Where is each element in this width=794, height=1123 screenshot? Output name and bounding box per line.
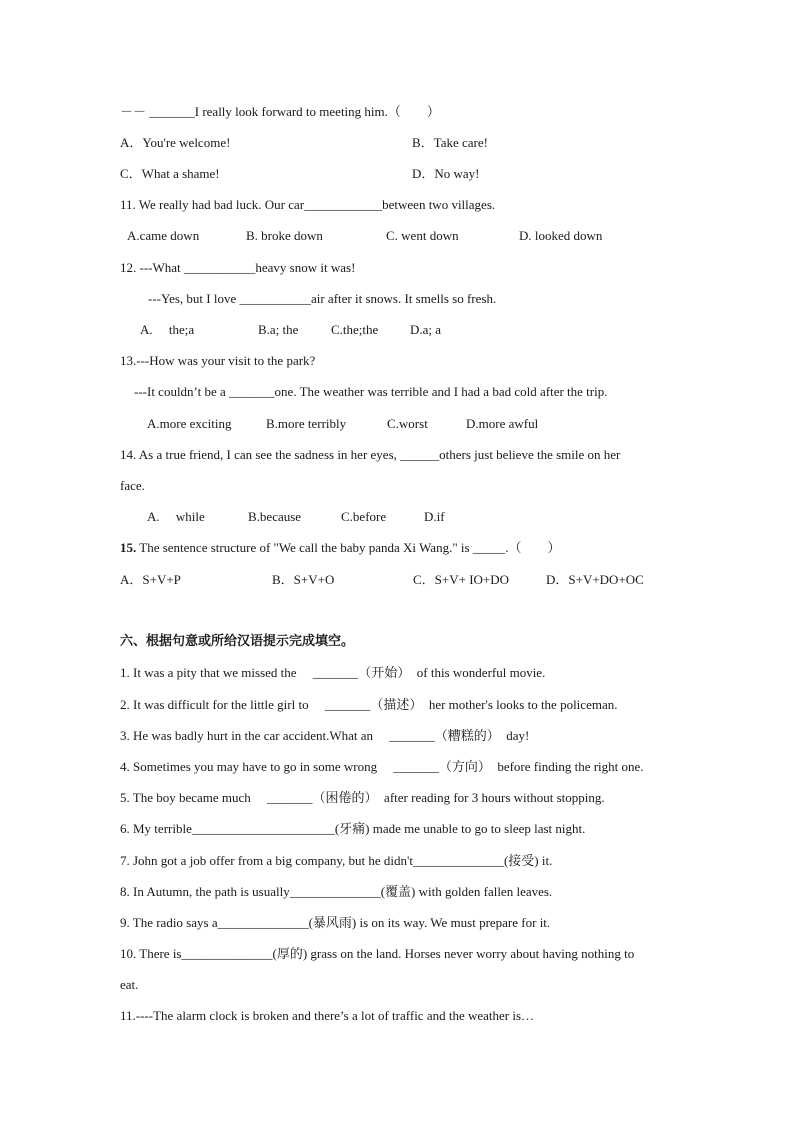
fill-blank-item-8: 8. In Autumn, the path is usually______________(覆盖) with golden fallen leaves. [120, 884, 553, 899]
q11-stem: 11. We really had bad luck. Our car____________between two villages. [120, 197, 496, 212]
fill-blank-item-1: 1. It was a pity that we missed the _______（开始） of this wonderful movie. [120, 665, 546, 680]
fill-blank-item-7: 7. John got a job offer from a big company, but he didn't______________(接受) it. [120, 853, 553, 868]
fill-blank-item-10-continued: eat. [120, 977, 139, 992]
q11-option-a: A.came down [127, 228, 200, 243]
q13-option-c: C.worst [387, 416, 428, 431]
q10-option-c: C．What a shame! [120, 166, 220, 181]
fill-blank-item-2: 2. It was difficult for the little girl to _______（描述） her mother's looks to the policeman. [120, 697, 618, 712]
q13-option-b: B.more terribly [266, 416, 347, 431]
q15-question [120, 540, 561, 556]
q15-option-a: A．S+V+P [120, 572, 181, 587]
q12-option-c: C.the;the [331, 322, 379, 337]
q11-option-d: D. looked down [519, 228, 603, 243]
q14-stem-continued: face. [120, 478, 145, 493]
q15-option-c: C．S+V+ IO+DO [413, 572, 510, 587]
q15-stem: The sentence structure of "We call the baby panda Xi Wang." is _____.（ ） [136, 540, 561, 555]
fill-blank-item-10: 10. There is______________(厚的) grass on the land. Horses never worry about having nothing to [120, 946, 635, 961]
q14-option-d: D.if [424, 509, 445, 524]
q11-option-b: B. broke down [246, 228, 323, 243]
q12-stem: 12. ---What ___________heavy snow it was! [120, 260, 356, 275]
q14-option-b: B.because [248, 509, 302, 524]
q13-stem: 13.---How was your visit to the park? [120, 353, 316, 368]
q13-option-a: A.more exciting [147, 416, 232, 431]
q12-option-d: D.a; a [410, 322, 442, 337]
q11-option-c: C. went down [386, 228, 459, 243]
q12-option-b: B.a; the [258, 322, 299, 337]
fill-blank-item-9: 9. The radio says a______________(暴风雨) is on its way. We must prepare for it. [120, 915, 551, 930]
q10-option-b: B．Take care! [412, 135, 488, 150]
q13-option-d: D.more awful [466, 416, 539, 431]
q10-option-d: D．No way! [412, 166, 480, 181]
q13-reply: ---It couldn’t be a _______one. The weather was terrible and I had a bad cold after the trip. [134, 384, 608, 399]
q12-reply: ---Yes, but I love ___________air after it snows. It smells so fresh. [148, 291, 497, 306]
section-6-heading: 六、根据句意或所给汉语提示完成填空。 [120, 634, 355, 649]
q14-option-a: A. while [147, 509, 205, 524]
q14-option-c: C.before [341, 509, 387, 524]
fill-blank-item-6: 6. My terrible______________________(牙痛) made me unable to go to sleep last night. [120, 821, 586, 836]
q14-stem: 14. As a true friend, I can see the sadness in her eyes, ______others just believe the smile on her [120, 447, 621, 462]
fill-blank-item-11: 11.----The alarm clock is broken and there’s a lot of traffic and the weather is… [120, 1008, 535, 1023]
q15-option-d: D．S+V+DO+OC [546, 572, 644, 587]
q10-option-a: A．You're welcome! [120, 135, 231, 150]
fill-blank-item-3: 3. He was badly hurt in the car accident.What an _______（糟糕的） day! [120, 728, 530, 743]
q10-stem: －－ _______I really look forward to meeting him.（ ） [120, 104, 440, 119]
q15-number: 15. [120, 540, 137, 555]
fill-blank-item-5: 5. The boy became much _______（困倦的） after reading for 3 hours without stopping. [120, 790, 605, 805]
q15-option-b: B．S+V+O [272, 572, 335, 587]
fill-blank-item-4: 4. Sometimes you may have to go in some wrong _______（方向） before finding the right one. [120, 759, 644, 774]
q12-option-a: A. the;a [140, 322, 195, 337]
